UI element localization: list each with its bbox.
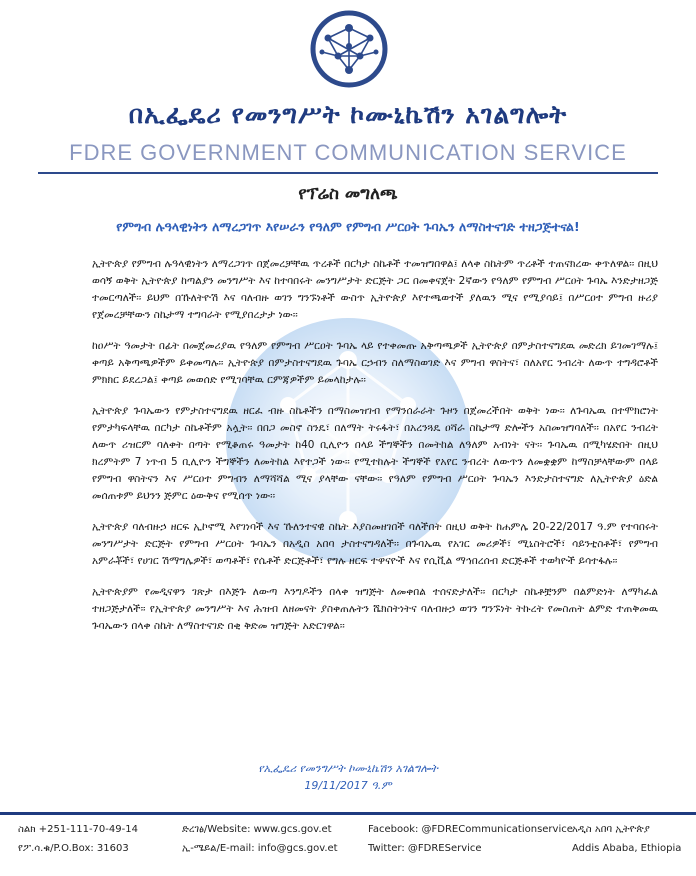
body-paragraph-3: ኢትዮጵያ ጉባኤውን የምታስተናግደዉ ዘርፈ ብዙ ስኬቶችን በማስመዝገብ የማንሰራራት ጉዞን በጀመረችበት ወቅት ነው፡፡ ለጉባኤዉ በተሞክሮነት የምታካፍላቸዉ በርካታ ስኬቶችም አሏት፡፡ በበጋ መስኖ ስንዴ፣ በለማት ትሩፋት፣ በአረንጓዴ ዐሻራ ስኬታማ ድሎችን አስመዝግባለች፡፡ በአየር ንብረት ለውጥ ሪዝርም ባለቀት በጣት የሚቆጠሩ ዓመታት ከ40 ቢሊዮን በላይ ችግኞችን በመትከል ለዓለም አብነት ናት፡፡ ጉባኤዉ በሚካሄድበት በዚህ ክረምትም 7 ነጥብ 5 ቢሊዮን ችግኞችን ለመትከል እየተጋች ነው፡፡ የሚተከሉት ችግኞች የአየር ንብረት ለውጥን ለመቋቋም ከማስቻላቸውም በላይ የምግብ ዋስትናን እና ሥርዐተ ምግብን ለማሻሻል ሚና ያላቸው ናቸው፡፡ የዓለም የምግብ ሥርዐት ጉባኤን እንድታስተናግድ ለኢትዮጵያ ዕድል መሰጠቱም ይህንን ጅምር ዕውቅና የሚሰጥ ነው፡፡ (92, 405, 658, 502)
body-paragraph-4: ኢትዮጵያ ባለብዙኃ ዘርፍ ኢኮኖሚ እየገነባች እና ኹለንተናዊ ስኬት እያስመዘገበች ባለችበት በዚህ ወቅት ከሐምሌ 20-22/2017 ዓ.ም የተባበሩት መንግሥታት ድርጅት የምግብ ሥርዐት ጉባኤን በአዲስ አበባ ታስተናግዳለች፡፡ በጉባኤዉ የአገር መሪዎች፣ ሚኒስትሮች፣ ሳይንቲስቶች፣ የምግብ አምራቾች፣ የሀገር ሽማግሌዎች፣ ወጣቶች፣ የሴቶች ድርጅቶች፣ የግሉ ዘርፍ ተዋናዮች እና የሲቪል ማኅበረሰብ ድርጅቶች ተወካዮች ይሳተፋሉ፡፡ (92, 521, 658, 567)
footer-website[interactable]: ድረገፅ/Website: www.gcs.gov.et (182, 824, 332, 835)
footer-divider (0, 812, 696, 815)
footer-address-amharic: አዲስ አበባ ኢትዮጵያ (572, 824, 650, 835)
footer-address-english: Addis Ababa, Ethiopia (572, 843, 682, 854)
header-divider (38, 172, 658, 174)
signature-date: 19/11/2017 ዓ.ም (304, 779, 392, 792)
body-paragraph-2: ከዐሥት ዓመታት በፊት በመጀመሪያዉ የዓለም የምግብ ሥርዐት ጉባኤ ላይ የተቀመጡ አቅጣጫዎች ኢትዮጵያ በምታስተናግደዉ መድረክ ይገመገማሉ፤ ቀጣይ አቅጣጫዎችም ይቀመጣሉ፡፡ ኢትዮጵያ በምታስተናግደዉ ጉባኤ ርኃብን ስለማስወገድ እና ምግብ ዋስትና፣ ስለአየር ንብረት ለውጥ ተግዳሮቶች ምክክር ይደረጋል፤ ቀጣይ መወሰድ የሚገባቸዉ ርምጃዎችም ይመላከታሉ፡፡ (92, 340, 658, 386)
document-headline: የምግብ ሉዓላዊነትን ለማረጋገጥ እየሠራን የዓለም የምግብ ሥርዐት ጉባኤን ለማስተናገድ ተዘጋጅተናል! (116, 219, 580, 234)
footer-pobox: የፖ.ሳ.ቁ/P.O.Box: 31603 (18, 843, 129, 854)
footer-contact-social (368, 820, 573, 858)
footer-contact-web (182, 820, 338, 858)
org-name-english: FDRE GOVERNMENT COMMUNICATION SERVICE (69, 140, 627, 165)
footer-twitter[interactable]: Twitter: @FDREService (368, 843, 482, 854)
document-title: የፕሬስ መግለጫ (298, 184, 398, 204)
footer-email[interactable]: ኢ-ሜይል/E-mail: info@gcs.gov.et (182, 843, 338, 854)
document-body (92, 256, 658, 649)
gcs-network-globe-icon (308, 8, 390, 90)
signature-org: የኢፌዴሪ የመንግሥት ኮሙኒኬሽን አገልግሎት (258, 762, 438, 775)
org-name-amharic: በኢፌዴሪ የመንግሥት ኮሙኒኬሽን አገልግሎት (128, 100, 568, 129)
footer-facebook[interactable]: Facebook: @FDRECommunicationservice (368, 824, 573, 835)
footer-contact-phone (18, 820, 138, 858)
footer-phone: ስልክ +251-111-70-49-14 (18, 824, 138, 835)
footer-address (572, 820, 681, 858)
body-paragraph-5: ኢትዮጵያም የመዲናዋን ገጽታ በእጅጉ ለውጣ እንግዶችን በላቀ ዝግጅት ለመቀበል ተሰናድታለች፡፡ በርካታ ስኬቶቿንም በልምድነት ለማካፈል ተዘጋጅታለች፡፡ የኢትዮጵያ መንግሥት እና ሕዝብ ለዘመናት ያስቀጠሉትን ሼክስትነትና ባለብዙኃ ወገን ግንኙነት ትኩረት የመስጠት ልምድ ተጠቅመዉ ጉባኤውን በላቀ ስኬት ለማስተናገድ በቂ ቅድመ ዝግጅት አድርገዋል፡፡ (92, 586, 658, 632)
body-paragraph-1: ኢትዮጵያ የምግብ ሉዓላዊነትን ለማረጋገጥ በጀመረቻቸዉ ጥረቶች በርካታ ስኬቶች ተመዝግበዋል፤ ለላቀ ስኬትም ጥረቶች ተጠናክረው ቀጥለዋል፡፡ በዚህ ወሳኝ ወቅት ኢትዮጵያ ከጣልያን መንግሥት እና ከተባበሩት መንግሥታት ድርጅት ጋር በመቀናጀት 2ኛውን የዓለም የምግብ ሥርዐት ጉባኤ እንድታዘጋጅ ተመርጣለች፡፡ ይህም በኹለትዮሽ እና ባለብዙ ወገን ግንኙነቶች ውስጥ ኢትዮጵያ እየተጫወተች ያለዉን ሚና የሚያሳይ፤ በሥርዐተ ምግብ ዙሪያ የጀመረቻቸውን ስኬታማ ተግባራት የሚያበረታታ ነው፡፡ (92, 258, 658, 321)
